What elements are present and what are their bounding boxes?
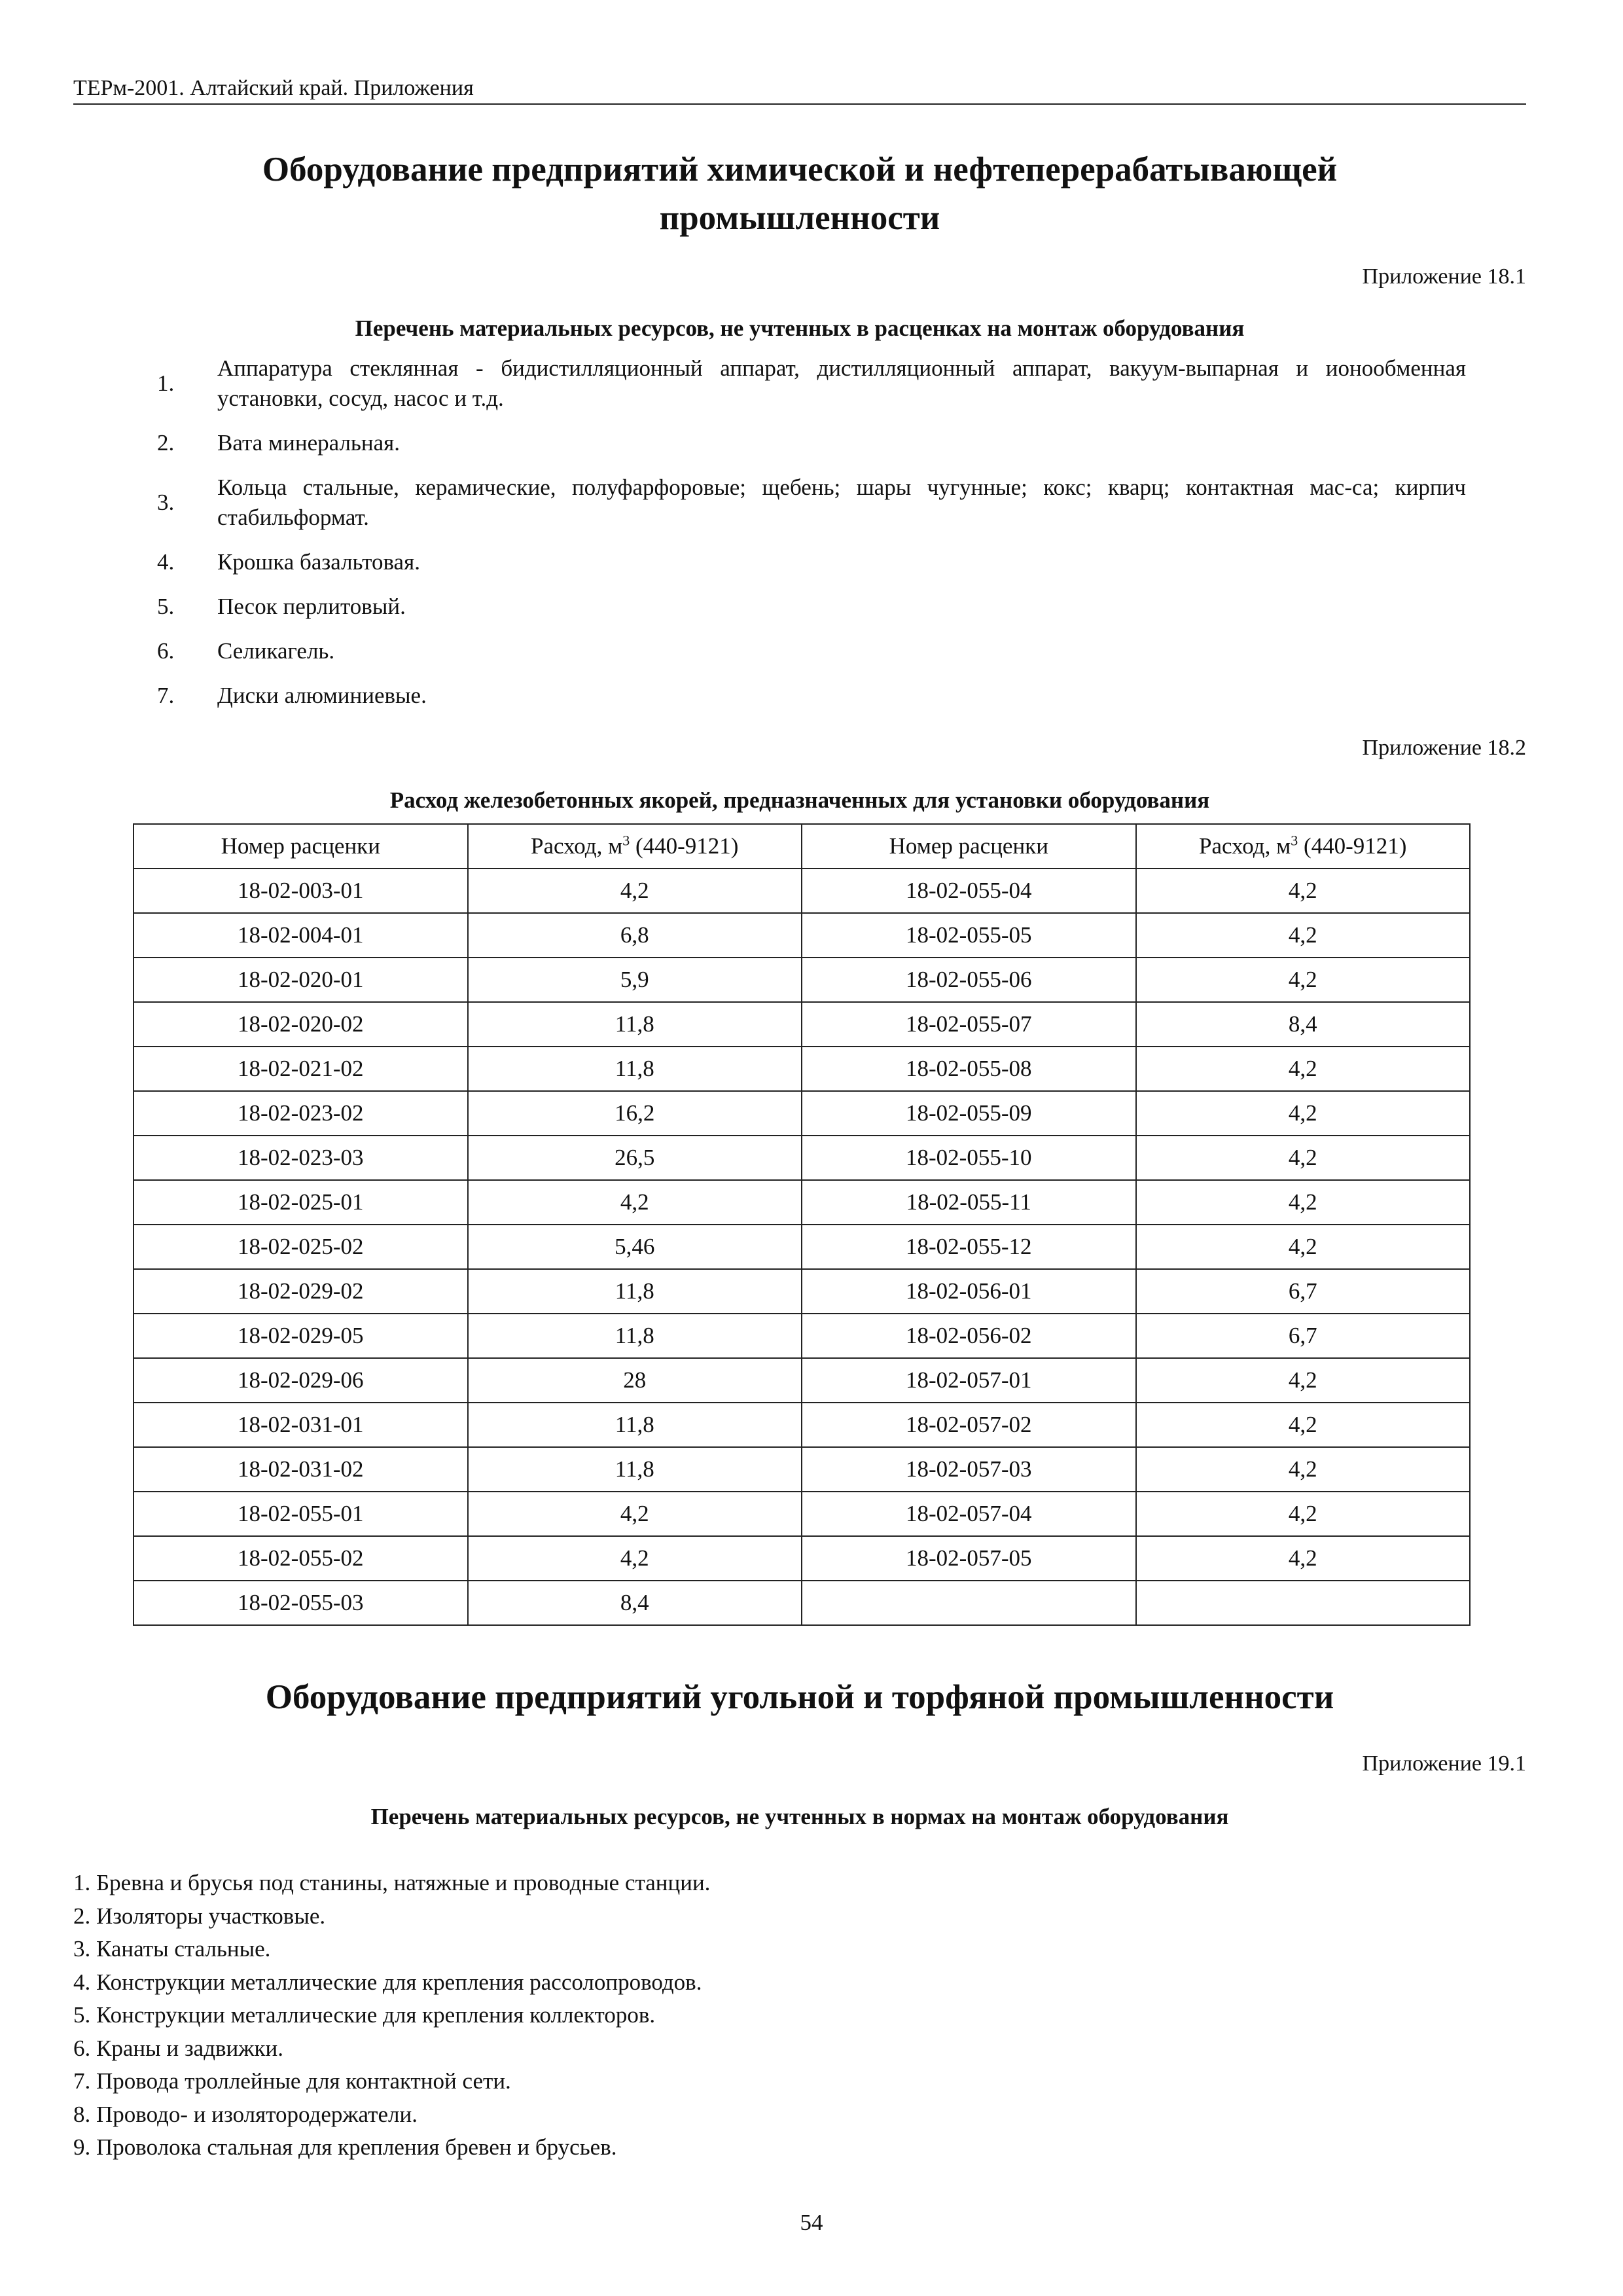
cell-consumption: 6,8 [468, 913, 802, 958]
list-item: 5. Песок перлитовый. [157, 594, 406, 619]
cell-consumption: 6,7 [1136, 1269, 1471, 1314]
table-row [134, 958, 1470, 1002]
cell-rate-number: 18-02-055-06 [802, 958, 1136, 1002]
table-row [134, 1136, 1470, 1180]
section1-title-line1: Оборудование предприятий химической и нефтеперерабатывающей [262, 151, 1338, 188]
materials-list-19-1 [73, 1867, 1526, 2164]
cell-consumption: 11,8 [468, 1403, 802, 1447]
cell-rate-number: 18-02-055-07 [802, 1002, 1136, 1047]
table-row [134, 1225, 1470, 1269]
list-item: 2. Вата минеральная. [157, 430, 401, 456]
table-row [134, 1047, 1470, 1091]
appendix-19-1-label: Приложение 19.1 [1362, 1751, 1526, 1776]
page-number: 54 [800, 2210, 823, 2235]
cell-consumption: 11,8 [468, 1269, 802, 1314]
table-row [134, 1091, 1470, 1136]
cell-consumption: 8,4 [1136, 1002, 1471, 1047]
cell-rate-number: 18-02-057-03 [802, 1447, 1136, 1492]
table-body [134, 869, 1470, 1625]
list-item: 2. Изоляторы участковые. [73, 1903, 326, 1929]
col-header-consumption: Расход, $м^3$ (440-9121) [1136, 824, 1471, 869]
table-header-row [134, 824, 1470, 869]
cell-consumption: 11,8 [468, 1002, 802, 1047]
appendix-18-2-label: Приложение 18.2 [1362, 736, 1526, 760]
cell-rate-number: 18-02-057-04 [802, 1492, 1136, 1536]
cell-consumption: 28 [468, 1358, 802, 1403]
anchors-table [133, 823, 1471, 1626]
materials-list-18-1 [157, 353, 1466, 711]
cell-rate-number: 18-02-055-05 [802, 913, 1136, 958]
table-title: Расход железобетонных якорей, предназначенных для установки оборудования [389, 787, 1210, 813]
cell-consumption: 4,2 [1136, 1492, 1471, 1536]
cell-consumption: 4,2 [468, 869, 802, 913]
cell-consumption: 5,9 [468, 958, 802, 1002]
col-header-consumption: Расход, $м^3$ (440-9121) [468, 824, 802, 869]
section1-list-title: Перечень материальных ресурсов, не учтенных в расценках на монтаж оборудования [355, 315, 1245, 341]
cell-consumption: 11,8 [468, 1314, 802, 1358]
table-row [134, 1314, 1470, 1358]
cell-rate-number: 18-02-029-06 [134, 1358, 468, 1403]
table-row [134, 1447, 1470, 1492]
cell-rate-number: 18-02-055-12 [802, 1225, 1136, 1269]
col-header-rate-number: Номер расценки [802, 824, 1136, 869]
appendix-18-1-label: Приложение 18.1 [1362, 264, 1526, 289]
cell-consumption [1136, 1581, 1471, 1625]
cell-consumption: 26,5 [468, 1136, 802, 1180]
cell-rate-number: 18-02-057-05 [802, 1536, 1136, 1581]
cell-rate-number: 18-02-056-02 [802, 1314, 1136, 1358]
cell-consumption: 4,2 [1136, 869, 1471, 913]
list-item: 3. Канаты стальные. [73, 1936, 271, 1962]
cell-rate-number: 18-02-057-02 [802, 1403, 1136, 1447]
cell-rate-number: 18-02-025-01 [134, 1180, 468, 1225]
running-header: ТЕРм-2001. Алтайский край. Приложения [73, 76, 1526, 105]
cell-rate-number: 18-02-020-01 [134, 958, 468, 1002]
list-item: 6. Селикагель. [157, 638, 335, 664]
cell-rate-number: 18-02-055-11 [802, 1180, 1136, 1225]
list-item: 4. Крошка базальтовая. [157, 549, 420, 575]
cell-rate-number: 18-02-055-08 [802, 1047, 1136, 1091]
cell-consumption: 11,8 [468, 1047, 802, 1091]
list-item: 9. Проволока стальная для крепления бревен и брусьев. [73, 2134, 617, 2160]
cell-rate-number: 18-02-055-10 [802, 1136, 1136, 1180]
cell-rate-number: 18-02-055-03 [134, 1581, 468, 1625]
table-row [134, 1180, 1470, 1225]
section1-title [73, 145, 1526, 242]
list-item: 1. Аппаратура стеклянная - бидистилляционный аппарат, дистилляционный аппарат, вакуум-выпарная и ионообменная установки, сосуд, насос и т.д. [157, 355, 1466, 411]
cell-consumption: 4,2 [1136, 1225, 1471, 1269]
cell-consumption: 11,8 [468, 1447, 802, 1492]
list-item: 5. Конструкции металлические для крепления коллекторов. [73, 2002, 656, 2028]
cell-consumption: 6,7 [1136, 1314, 1471, 1358]
table-row [134, 1269, 1470, 1314]
section2-list-title: Перечень материальных ресурсов, не учтенных в нормах на монтаж оборудования [370, 1804, 1229, 1829]
cell-consumption: 4,2 [1136, 1447, 1471, 1492]
cell-consumption: 4,2 [1136, 1091, 1471, 1136]
cell-consumption: 4,2 [1136, 1047, 1471, 1091]
list-item: 7. Диски алюминиевые. [157, 683, 427, 708]
list-item: 3. Кольца стальные, керамические, полуфарфоровые; щебень; шары чугунные; кокс; кварц; контактная мас-са; кирпич стабильформат. [157, 475, 1466, 530]
list-item: 1. Бревна и брусья под станины, натяжные и проводные станции. [73, 1870, 711, 1895]
cell-rate-number: 18-02-031-02 [134, 1447, 468, 1492]
anchors-table-wrap [133, 823, 1471, 1626]
list-item: 7. Провода троллейные для контактной сети. [73, 2068, 511, 2094]
cell-rate-number: 18-02-031-01 [134, 1403, 468, 1447]
cell-rate-number: 18-02-021-02 [134, 1047, 468, 1091]
table-row [134, 1492, 1470, 1536]
section1-title-line2: промышленности [659, 199, 940, 237]
cell-consumption: 4,2 [1136, 1136, 1471, 1180]
table-row [134, 1536, 1470, 1581]
cell-consumption: 8,4 [468, 1581, 802, 1625]
cell-consumption: 4,2 [1136, 913, 1471, 958]
table-row [134, 1403, 1470, 1447]
cell-rate-number: 18-02-056-01 [802, 1269, 1136, 1314]
cell-consumption: 16,2 [468, 1091, 802, 1136]
table-row [134, 913, 1470, 958]
table-row [134, 1002, 1470, 1047]
cell-consumption: 4,2 [1136, 1536, 1471, 1581]
col-header-rate-number: Номер расценки [134, 824, 468, 869]
cell-rate-number: 18-02-055-04 [802, 869, 1136, 913]
cell-consumption: 4,2 [468, 1492, 802, 1536]
cell-consumption: 4,2 [468, 1180, 802, 1225]
list-item: 8. Проводо- и изолятородержатели. [73, 2101, 418, 2127]
cell-consumption: 4,2 [1136, 1358, 1471, 1403]
list-item: 4. Конструкции металлические для крепления рассолопроводов. [73, 1969, 702, 1995]
cell-consumption: 4,2 [1136, 1403, 1471, 1447]
cell-rate-number [802, 1581, 1136, 1625]
cell-rate-number: 18-02-055-01 [134, 1492, 468, 1536]
cell-consumption: 4,2 [1136, 1180, 1471, 1225]
cell-rate-number: 18-02-055-02 [134, 1536, 468, 1581]
cell-rate-number: 18-02-023-02 [134, 1091, 468, 1136]
cell-consumption: 4,2 [468, 1536, 802, 1581]
cell-rate-number: 18-02-029-05 [134, 1314, 468, 1358]
cell-rate-number: 18-02-004-01 [134, 913, 468, 958]
cell-consumption: 4,2 [1136, 958, 1471, 1002]
cell-rate-number: 18-02-029-02 [134, 1269, 468, 1314]
cell-consumption: 5,46 [468, 1225, 802, 1269]
list-item: 6. Краны и задвижки. [73, 2035, 283, 2061]
cell-rate-number: 18-02-057-01 [802, 1358, 1136, 1403]
table-row [134, 869, 1470, 913]
cell-rate-number: 18-02-055-09 [802, 1091, 1136, 1136]
cell-rate-number: 18-02-003-01 [134, 869, 468, 913]
cell-rate-number: 18-02-023-03 [134, 1136, 468, 1180]
table-row [134, 1358, 1470, 1403]
cell-rate-number: 18-02-025-02 [134, 1225, 468, 1269]
table-row [134, 1581, 1470, 1625]
section2-title: Оборудование предприятий угольной и торфяной промышленности [265, 1678, 1334, 1716]
cell-rate-number: 18-02-020-02 [134, 1002, 468, 1047]
